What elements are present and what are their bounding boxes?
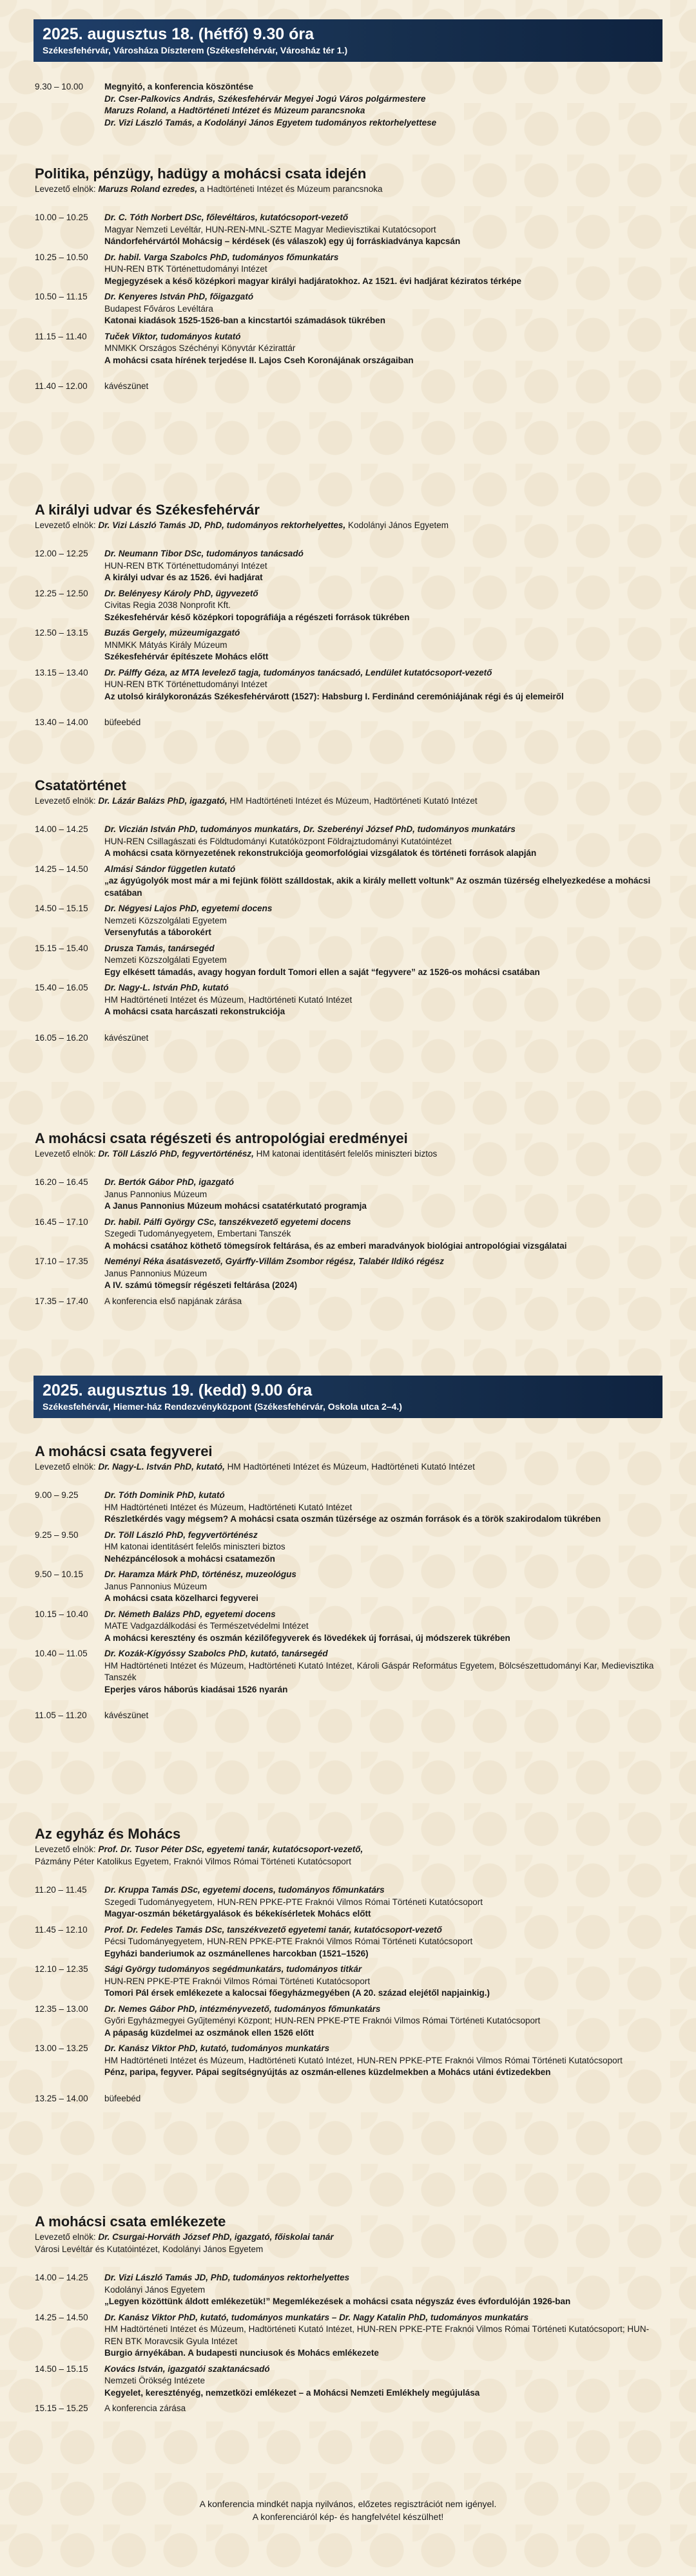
opening-block [35, 81, 660, 133]
talk-item [35, 2272, 660, 2308]
talk-body [104, 548, 660, 584]
talk-speaker: Sági György tudományos segédmunkatárs, tudományos titkár [104, 1964, 362, 1974]
talk-affiliation: Civitas Regia 2038 Nonprofit Kft. [104, 600, 231, 610]
talk-affiliation: MNMKK Mátyás Király Múzeum [104, 639, 227, 650]
talk-speaker: Dr. Nagy-L. István PhD, kutató [104, 983, 229, 992]
day1-venue: Székesfehérvár, Városháza Díszterem (Székesfehérvár, Városház tér 1.) [43, 45, 348, 55]
talk-speaker: Prof. Dr. Fedeles Tamás DSc, tanszékvezető egyetemi tanár, kutatócsoport-vezető [104, 1924, 442, 1935]
talk-time: 14.25 – 14.50 [35, 2312, 88, 2322]
talk-time: 12.25 – 12.50 [35, 588, 88, 598]
section-title: A mohácsi csata emlékezete [35, 2213, 226, 2230]
talk-speaker: Dr. Négyesi Lajos PhD, egyetemi docens [104, 904, 273, 913]
chair-affiliation: Kodolányi János Egyetem [345, 520, 449, 530]
talk-time: 12.10 – 12.35 [35, 1964, 88, 1974]
talk-speaker: Dr. Kozák-Kígyóssy Szabolcs PhD, kutató, tanársegéd [104, 1649, 328, 1658]
section-title: Csatatörténet [35, 777, 126, 793]
talk-title: A királyi udvar és az 1526. évi hadjárat [104, 573, 263, 582]
talk-time: 17.35 – 17.40 [35, 1296, 88, 1306]
talk-time: 12.50 – 13.15 [35, 628, 88, 638]
day2-banner [34, 1376, 662, 1418]
section-politics [35, 165, 660, 397]
chair-name: Dr. Vizi László Tamás JD, PhD, tudományos rektorhelyettes, [98, 520, 346, 530]
talk-time: 11.45 – 12.10 [35, 1924, 88, 1935]
talk-title: A mohácsi csata környezetének rekonstrukciója geomorfológiai vizsgálatok és történeti források alapján [104, 848, 537, 858]
talk-time: 12.35 – 13.00 [35, 2003, 88, 2014]
talk-item [35, 548, 660, 584]
talk-time: 14.50 – 15.15 [35, 904, 88, 913]
talk-speaker: Dr. Töll László PhD, fegyvertörténész [104, 1530, 258, 1540]
chair-name: Maruzs Roland ezredes, [98, 184, 198, 194]
talk-list [35, 212, 660, 366]
talk-affiliation: Nemzeti Közszolgálati Egyetem [104, 955, 227, 965]
talk-title: A IV. számú tömegsír régészeti feltárása (2024) [104, 1280, 298, 1290]
section-chair [35, 1461, 660, 1473]
talk-title: Pénz, paripa, fegyver. Pápai segítségnyújtás az oszmán-ellenes küzdelmekben a Mohács utáni évtizedekben [104, 2067, 551, 2077]
talk-title: „Legyen közöttünk áldott emlékezetük!” Megemlékezések a mohácsi csata négyszáz éves évfordulóján 1926-ban [104, 2297, 571, 2306]
section-chair [35, 183, 660, 195]
section-chair [35, 519, 660, 531]
talk-speaker: Dr. Kenyeres István PhD, főigazgató [104, 292, 254, 301]
chair-label: Levezető elnök: [35, 184, 99, 194]
talk-item [35, 291, 660, 327]
talk-body [104, 1217, 660, 1253]
section-royal-court [35, 501, 660, 733]
talk-item [35, 1569, 660, 1605]
talk-affiliation: Győri Egyházmegyei Gyűjteményi Központ; HUN-REN PPKE-PTE Fraknói Vilmos Római Történeti Kutatócsoport [104, 2016, 541, 2025]
talk-item [35, 824, 660, 860]
chair-name: Dr. Töll László PhD, fegyvertörténész, [98, 1149, 254, 1159]
talk-time: 15.40 – 16.05 [35, 983, 88, 992]
talk-body [104, 824, 660, 860]
talk-title: Versenyfutás a táborokért [104, 927, 211, 937]
talk-title: A Janus Pannonius Múzeum mohácsi csatatérkutató programja [104, 1201, 367, 1211]
talk-affiliation: Nemzeti Közszolgálati Egyetem [104, 915, 227, 925]
talk-body [104, 1490, 660, 1526]
talk-title: Egyházi banderiumok az oszmánellenes harcokban (1521–1526) [104, 1948, 369, 1958]
talk-speaker: Dr. habil. Varga Szabolcs PhD, tudományos főmunkatárs [104, 252, 339, 262]
chair-affiliation: Városi Levéltár és Kutatóintézet, Kodolányi János Egyetem [35, 2244, 264, 2254]
talk-affiliation: Nemzeti Örökség Intézete [104, 2376, 206, 2385]
talk-body [104, 2403, 660, 2415]
talk-time: 15.15 – 15.25 [35, 2403, 88, 2413]
opening-item [35, 81, 660, 129]
chair-affiliation: Pázmány Péter Katolikus Egyetem, Fraknói Vilmos Római Történeti Kutatócsoport [35, 1857, 351, 1866]
talk-item [35, 1648, 660, 1696]
talk-title: Nehézpáncélosok a mohácsi csatamezőn [104, 1553, 275, 1564]
talk-affiliation: MATE Vadgazdálkodási és Természetvédelmi Intézet [104, 1621, 309, 1631]
section-chair [35, 1843, 660, 1855]
talk-time: 10.00 – 10.25 [35, 213, 88, 222]
talk-affiliation: HUN-REN Csillagászati és Földtudományi Kutatóközpont Földrajztudományi Kutatóintézet [104, 836, 452, 846]
talk-title: A mohácsi csatához köthető tömegsírok feltárása, és az emberi maradványok biológiai antropológiai vizsgálatai [104, 1240, 567, 1251]
talk-speaker: Buzás Gergely, múzeumigazgató [104, 628, 240, 638]
break-time: 16.05 – 16.20 [35, 1032, 88, 1043]
talk-body [104, 1648, 660, 1696]
talk-body [104, 331, 660, 367]
talk-item [35, 2312, 660, 2360]
break-item [35, 1032, 660, 1045]
talk-affiliation: Magyar Nemzeti Levéltár, HUN-REN-MNL-SZTE Magyar Medievisztikai Kutatócsoport [104, 224, 436, 234]
session-closing: A konferencia első napjának zárása [104, 1296, 242, 1306]
talk-affiliation: Szegedi Tudományegyetem, HUN-REN PPKE-PTE Fraknói Vilmos Római Történeti Kutatócsoport [104, 1897, 483, 1907]
talk-title: Burgio árnyékában. A budapesti nunciusok és Mohács emlékezete [104, 2348, 379, 2358]
talk-speaker: Dr. Kanász Viktor PhD, kutató, tudományos munkatárs [104, 2043, 330, 2053]
section-title: A mohácsi csata fegyverei [35, 1443, 213, 1459]
footer-line-recording: A konferenciáról kép- és hangfelvétel készülhet! [252, 2512, 444, 2522]
talk-body [104, 1177, 660, 1213]
talk-time: 14.00 – 14.25 [35, 824, 88, 834]
talk-body [104, 2312, 660, 2360]
footer-line-public: A konferencia mindkét napja nyilvános, előzetes regisztrációt nem igényel. [199, 2499, 497, 2509]
talk-item [35, 1217, 660, 1253]
talk-affiliation: Janus Pannonius Múzeum [104, 1268, 208, 1278]
break-label: kávészünet [104, 1710, 149, 1720]
talk-time: 14.00 – 14.25 [35, 2273, 88, 2282]
talk-speaker: Dr. Bertók Gábor PhD, igazgató [104, 1177, 235, 1187]
section-title: A királyi udvar és Székesfehérvár [35, 502, 260, 518]
talk-item [35, 1530, 660, 1566]
talk-time: 11.15 – 11.40 [35, 331, 87, 341]
talk-body [104, 667, 660, 703]
talk-item [35, 331, 660, 367]
talk-body [104, 982, 660, 1018]
talk-body [104, 1884, 660, 1920]
talk-time: 11.20 – 11.45 [35, 1885, 87, 1895]
talk-speaker: Dr. C. Tóth Norbert DSc, főlevéltáros, kutatócsoport-vezető [104, 213, 349, 222]
talk-item [35, 943, 660, 979]
talk-time: 13.00 – 13.25 [35, 2043, 88, 2053]
section-weapons [35, 1443, 660, 1726]
chair-name: Dr. Nagy-L. István PhD, kutató, [98, 1462, 225, 1472]
talk-affiliation: Janus Pannonius Múzeum [104, 1581, 208, 1591]
break-label: kávészünet [104, 381, 149, 391]
talk-item [35, 2043, 660, 2079]
talk-affiliation: MNMKK Országos Széchényi Könyvtár Kézirattár [104, 343, 296, 353]
talk-affiliation: Janus Pannonius Múzeum [104, 1189, 208, 1199]
talk-time: 10.40 – 11.05 [35, 1649, 88, 1658]
talk-title: Megjegyzések a késő középkori magyar királyi hadjáratokhoz. Az 1521. évi hadjárat kéziratos térképe [104, 276, 522, 286]
opening-time: 9.30 – 10.00 [35, 82, 84, 91]
chair-affiliation: a Hadtörténeti Intézet és Múzeum parancsnoka [197, 184, 383, 194]
talk-time: 9.00 – 9.25 [35, 1490, 79, 1500]
talk-body [104, 2003, 660, 2040]
talk-time: 14.50 – 15.15 [35, 2363, 88, 2374]
talk-affiliation: HM Hadtörténeti Intézet és Múzeum, Hadtörténeti Kutató Intézet, HUN-REN PPKE-PTE Fraknói Vilmos Római Történeti Kutatócsoport; HUN-REN BTK Moravcsik Gyula Intézet [104, 2324, 650, 2346]
section-church [35, 1825, 660, 2108]
talk-item [35, 1609, 660, 1645]
talk-list [35, 548, 660, 703]
day2-title: 2025. augusztus 19. (kedd) 9.00 óra [43, 1381, 313, 1399]
break-item [35, 1710, 660, 1722]
section-chair [35, 1148, 660, 1160]
break-time: 13.40 – 14.00 [35, 717, 88, 727]
talk-list [35, 2272, 660, 2415]
talk-item [35, 2363, 660, 2400]
section-title: A mohácsi csata régészeti és antropológiai eredményei [35, 1130, 408, 1146]
talk-title: Székesfehérvár építészete Mohács előtt [104, 652, 269, 661]
section-chair [35, 2231, 660, 2243]
talk-title: Tomori Pál érsek emlékezete a kalocsai főegyházmegyében (A 20. század elejétől napjainkig.) [104, 1988, 490, 1998]
talk-time: 10.25 – 10.50 [35, 252, 88, 262]
talk-list [35, 824, 660, 1018]
session-closing: A konferencia zárása [104, 2403, 186, 2413]
chair-affiliation: HM Hadtörténeti Intézet és Múzeum, Hadtörténeti Kutató Intézet [227, 796, 478, 806]
talk-title: Egy elkésett támadás, avagy hogyan fordult Tomori ellen a saját “fegyvere” az 1526-os mohácsi csatában [104, 967, 540, 977]
talk-time: 9.25 – 9.50 [35, 1530, 79, 1540]
opening-title: Megnyitó, a konferencia köszöntése [104, 82, 254, 91]
talk-item [35, 1884, 660, 1920]
section-title: Politika, pénzügy, hadügy a mohácsi csata idején [35, 166, 367, 182]
talk-item [35, 1177, 660, 1213]
chair-affiliation: HM Hadtörténeti Intézet és Múzeum, Hadtörténeti Kutató Intézet [224, 1462, 475, 1472]
talk-affiliation: HUN-REN BTK Történettudományi Intézet [104, 679, 267, 689]
talk-body [104, 2363, 660, 2400]
talk-body [104, 1609, 660, 1645]
talk-affiliation: Szegedi Tudományegyetem, Embertani Tanszék [104, 1229, 291, 1238]
talk-speaker: Neményi Réka ásatásvezető, Gyárffy-Villám Zsombor régész, Talabér Ildikó régész [104, 1256, 444, 1266]
talk-time: 15.15 – 15.40 [35, 943, 88, 953]
talk-list [35, 1884, 660, 2079]
chair-label: Levezető elnök: [35, 1844, 99, 1854]
talk-title: Katonai kiadások 1525-1526-ban a kincstartói számadások tükrében [104, 316, 385, 325]
talk-affiliation: HM Hadtörténeti Intézet és Múzeum, Hadtörténeti Kutató Intézet [104, 1502, 353, 1512]
talk-speaker: Dr. Haramza Márk PhD, történész, muzeológus [104, 1569, 296, 1579]
chair-label: Levezető elnök: [35, 1149, 99, 1159]
break-time: 11.05 – 11.20 [35, 1710, 87, 1720]
talk-speaker: Dr. Kanász Viktor PhD, kutató, tudományos munkatárs – Dr. Nagy Katalin PhD, tudományos munkatárs [104, 2312, 529, 2322]
talk-speaker: Dr. Tóth Dominik PhD, kutató [104, 1490, 225, 1500]
talk-body [104, 2043, 660, 2079]
talk-body [104, 291, 660, 327]
talk-title: A mohácsi csata harcászati rekonstrukciója [104, 1007, 285, 1016]
talk-time: 17.10 – 17.35 [35, 1256, 88, 1266]
talk-body [104, 903, 660, 939]
section-battle-history [35, 777, 660, 1048]
talk-title: A mohácsi csata közelharci fegyverei [104, 1593, 258, 1603]
talk-affiliation: Budapest Főváros Levéltára [104, 303, 213, 314]
talk-speaker: Almási Sándor független kutató [104, 864, 236, 874]
day1-title: 2025. augusztus 18. (hétfő) 9.30 óra [43, 25, 314, 43]
talk-item [35, 903, 660, 939]
talk-speaker: Dr. Belényesy Károly PhD, ügyvezető [104, 588, 258, 598]
talk-affiliation: HM Hadtörténeti Intézet és Múzeum, Hadtörténeti Kutató Intézet [104, 994, 353, 1005]
talk-affiliation: HUN-REN BTK Történettudományi Intézet [104, 264, 267, 274]
opening-greeter: Maruzs Roland, a Hadtörténeti Intézet és Múzeum parancsnoka [104, 106, 365, 115]
talk-title: A pápaság küzdelmei az oszmánok ellen 1526 előtt [104, 2027, 314, 2038]
talk-body [104, 1530, 660, 1566]
day2-venue: Székesfehérvár, Hiemer-ház Rendezvényközpont (Székesfehérvár, Oskola utca 2–4.) [43, 1401, 402, 1412]
talk-item [35, 1296, 660, 1308]
talk-title: Nándorfehérvártól Mohácsig – kérdések (és válaszok) egy új forráskiadványa kapcsán [104, 236, 461, 246]
talk-item [35, 1490, 660, 1526]
talk-item [35, 1256, 660, 1292]
talk-time: 14.25 – 14.50 [35, 864, 88, 874]
opening-greeter: Dr. Cser-Palkovics András, Székesfehérvár Megyei Jogú Város polgármestere [104, 93, 426, 104]
break-item [35, 381, 660, 393]
break-item [35, 2093, 660, 2105]
talk-title: Magyar-oszmán béketárgyalások és békekísérletek Mohács előtt [104, 1909, 371, 1918]
talk-affiliation: HM katonai identitásért felelős miniszteri biztos [104, 1542, 285, 1551]
talk-item [35, 2003, 660, 2040]
talk-body [104, 212, 660, 248]
talk-speaker: Tuček Viktor, tudományos kutató [104, 331, 241, 341]
talk-speaker: Kovács István, igazgatói szaktanácsadó [104, 2363, 270, 2374]
talk-speaker: Dr. Kruppa Tamás DSc, egyetemi docens, tudományos főmunkatárs [104, 1885, 385, 1895]
talk-item [35, 982, 660, 1018]
chair-label: Levezető elnök: [35, 796, 99, 806]
talk-body [104, 1569, 660, 1605]
talk-title: A mohácsi csata hírének terjedése II. Lajos Cseh Koronájának országaiban [104, 355, 414, 365]
chair-label: Levezető elnök: [35, 1462, 99, 1472]
talk-speaker: Dr. Pálffy Géza, az MTA levelező tagja, tudományos tanácsadó, Lendület kutatócsoport-vezető [104, 667, 492, 677]
talk-title: A mohácsi keresztény és oszmán kézilőfegyverek és lövedékek új forrásai, új módszerek tükrében [104, 1633, 510, 1643]
talk-title: Eperjes város háborús kiadásai 1526 nyarán [104, 1684, 288, 1694]
break-time: 11.40 – 12.00 [35, 381, 88, 391]
talk-affiliation: Kodolányi János Egyetem [104, 2284, 206, 2295]
talk-item [35, 627, 660, 663]
talk-item [35, 864, 660, 900]
talk-time: 16.45 – 17.10 [35, 1217, 88, 1227]
chair-name: Dr. Csurgai-Horváth József PhD, igazgató, főiskolai tanár [98, 2232, 334, 2242]
talk-speaker: Dr. Nemes Gábor PhD, intézményvezető, tudományos főmunkatárs [104, 2003, 381, 2014]
talk-title: „az ágyúgolyók most már a mi fejünk fölött szálldostak, akik a király mellett voltunk” Az oszmán tüzérség elhelyezkedése a mohácsi csatában [104, 876, 651, 898]
footer-note [0, 2497, 696, 2523]
talk-body [104, 2272, 660, 2308]
talk-body [104, 1296, 660, 1308]
talk-affiliation: HUN-REN BTK Történettudományi Intézet [104, 560, 267, 571]
chair-label: Levezető elnök: [35, 520, 99, 530]
talk-affiliation: HUN-REN PPKE-PTE Fraknói Vilmos Római Történeti Kutatócsoport [104, 1976, 371, 1986]
talk-affiliation: Pécsi Tudományegyetem, HUN-REN PPKE-PTE Fraknói Vilmos Római Történeti Kutatócsoport [104, 1937, 473, 1946]
talk-affiliation: HM Hadtörténeti Intézet és Múzeum, Hadtörténeti Kutató Intézet, HUN-REN PPKE-PTE Fraknói Vilmos Római Történeti Kutatócsoport [104, 2055, 623, 2065]
chair-name: Prof. Dr. Tusor Péter DSc, egyetemi tanár, kutatócsoport-vezető, [98, 1844, 363, 1854]
talk-speaker: Drusza Tamás, tanársegéd [104, 943, 215, 953]
section-memory [35, 2213, 660, 2419]
break-label: büfeebéd [104, 717, 141, 727]
talk-body [104, 588, 660, 624]
talk-item [35, 252, 660, 288]
section-title: Az egyház és Mohács [35, 1826, 181, 1842]
talk-item [35, 667, 660, 703]
talk-body [104, 864, 660, 900]
talk-speaker: Dr. habil. Pálfi György CSc, tanszékvezető egyetemi docens [104, 1217, 351, 1227]
talk-title: Az utolsó királykoronázás Székesfehérvárott (1527): Habsburg I. Ferdinánd ceremóniájának régi és új elemeiről [104, 691, 564, 701]
chair-name: Dr. Lázár Balázs PhD, igazgató, [98, 796, 227, 806]
break-item [35, 717, 660, 729]
talk-item [35, 1924, 660, 1960]
chair-label: Levezető elnök: [35, 2232, 99, 2242]
talk-body [104, 1924, 660, 1960]
talk-body [104, 252, 660, 288]
talk-item [35, 1964, 660, 2000]
day1-banner [34, 19, 662, 62]
talk-list [35, 1490, 660, 1696]
talk-body [104, 627, 660, 663]
talk-body [104, 943, 660, 979]
talk-title: Székesfehérvár késő középkori topográfiája a régészeti források tükrében [104, 612, 410, 622]
talk-item [35, 588, 660, 624]
talk-speaker: Dr. Neumann Tibor DSc, tudományos tanácsadó [104, 549, 304, 558]
talk-time: 13.15 – 13.40 [35, 667, 88, 677]
talk-list [35, 1177, 660, 1307]
talk-title: Kegyelet, keresztényég, nemzetközi emlékezet – a Mohácsi Nemzeti Emlékhely megújulása [104, 2387, 480, 2398]
break-label: büfeebéd [104, 2093, 141, 2103]
talk-body [104, 1256, 660, 1292]
talk-item [35, 212, 660, 248]
break-time: 13.25 – 14.00 [35, 2093, 88, 2103]
talk-speaker: Dr. Vizi László Tamás JD, PhD, tudományos rektorhelyettes [104, 2273, 350, 2282]
section-chair [35, 795, 660, 807]
talk-speaker: Dr. Viczián István PhD, tudományos munkatárs, Dr. Szeberényi József PhD, tudományos munkatárs [104, 824, 516, 834]
talk-item [35, 2403, 660, 2415]
talk-title: Részletkérdés vagy mégsem? A mohácsi csata oszmán tüzérsége az oszmán források és a török szakirodalom tükrében [104, 1514, 601, 1524]
talk-time: 16.20 – 16.45 [35, 1177, 88, 1187]
break-label: kávészünet [104, 1032, 149, 1043]
section-archaeology [35, 1130, 660, 1311]
chair-affiliation: HM katonai identitásért felelős miniszteri biztos [253, 1149, 438, 1159]
talk-affiliation: HM Hadtörténeti Intézet és Múzeum, Hadtörténeti Kutató Intézet, Károli Gáspár Református Egyetem, Bölcsészettudományi Kar, Medievisztika Tanszék [104, 1660, 654, 1682]
talk-speaker: Dr. Németh Balázs PhD, egyetemi docens [104, 1609, 276, 1619]
talk-body [104, 1964, 660, 2000]
talk-time: 9.50 – 10.15 [35, 1569, 84, 1579]
talk-time: 10.50 – 11.15 [35, 292, 88, 301]
opening-greeter: Dr. Vizi László Tamás, a Kodolányi János Egyetem tudományos rektorhelyettese [104, 117, 437, 128]
talk-time: 10.15 – 10.40 [35, 1609, 88, 1619]
talk-time: 12.00 – 12.25 [35, 549, 88, 558]
